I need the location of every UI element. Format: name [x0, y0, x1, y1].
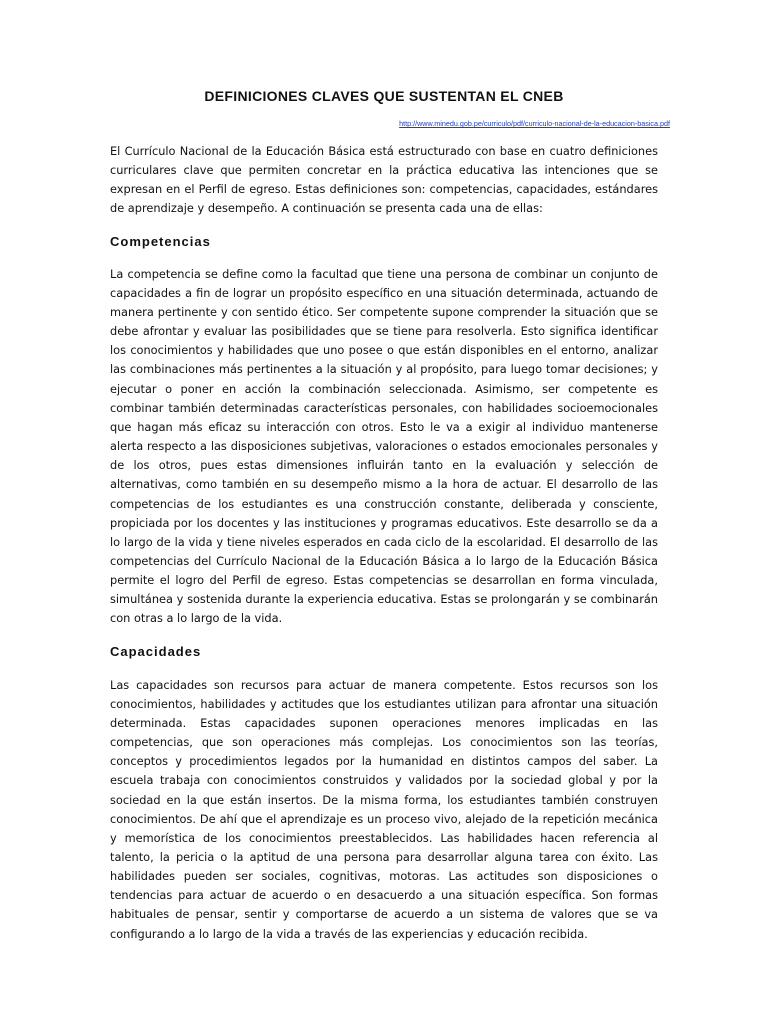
competencias-paragraph: La competencia se define como la facultad que tiene una persona de combinar un conjunto de capacidades a fin de lograr un propósito específico en una situación determinada, actuando de manera pertinente y con sentido ético. Ser competente supone comprender la situación que se debe afrontar y evaluar las posibilidades que se tiene para resolverla. Esto significa identificar los conocimientos y habilidades que uno posee o que están disponibles en el entorno, analizar las combinaciones más pertinentes a la situación y al propósito, para luego tomar decisiones; y ejecutar o poner en acción la combinación seleccionada. Asimismo, ser competente es combinar también determinadas características personales, con habilidades socioemocionales que hagan más eficaz su interacción con otros. Esto le va a exigir al individuo mantenerse alerta respecto a las disposiciones subjetivas, valoraciones o estados emocionales personales y de los otros, pues estas dimensiones influirán tanto en la evaluación y selección de alternativas, como también en su desempeño mismo a la hora de actuar. El desarrollo de las competencias de los estudiantes es una construcción constante, deliberada y consciente, propiciada por los docentes y las instituciones y programas educativos. Este desarrollo se da a lo largo de la vida y tiene niveles esperados en cada ciclo de la escolaridad. El desarrollo de las competencias del Currículo Nacional de la Educación Básica a lo largo de la Educación Básica permite el logro del Perfil de egreso. Estas competencias se desarrollan en forma vinculada, simultánea y sostenida durante la experiencia educativa. Estas se prolongarán y se combinarán con otras a lo largo de la vida. — [110, 266, 658, 626]
section-heading-capacidades: Capacidades — [110, 643, 202, 659]
section-heading-competencias: Competencias — [110, 233, 211, 249]
capacidades-paragraph: Las capacidades son recursos para actuar de manera competente. Estos recursos son los conocimientos, habilidades y actitudes que los estudiantes utilizan para afrontar una situación determinada. Estas capacidades suponen operaciones menores implicadas en las competencias, que son operaciones más complejas. Los conocimientos son las teorías, conceptos y procedimientos legados por la humanidad en distintos campos del saber. La escuela trabaja con conocimientos construidos y validados por la sociedad global y por la sociedad en la que están insertos. De la misma forma, los estudiantes también construyen conocimientos. De ahí que el aprendizaje es un proceso vivo, alejado de la repetición mecánica y memorística de los conocimientos preestablecidos. Las habilidades hacen referencia al talento, la pericia o la aptitud de una persona para desarrollar alguna tarea con éxito. Las habilidades pueden ser sociales, cognitivas, motoras. Las actitudes son disposiciones o tendencias para actuar de acuerdo o en desacuerdo a una situación específica. Son formas habituales de pensar, sentir y comportarse de acuerdo a un sistema de valores que se va configurando a lo largo de la vida a través de las experiencias y educación recibida. — [110, 677, 658, 941]
source-link[interactable]: http://www.minedu.gob.pe/curriculo/pdf/curriculo-nacional-de-la-educacion-basica.pdf — [399, 119, 670, 128]
document-title: DEFINICIONES CLAVES QUE SUSTENTAN EL CNEB — [204, 88, 564, 104]
intro-paragraph: El Currículo Nacional de la Educación Básica está estructurado con base en cuatro definiciones curriculares clave que permiten concretar en la práctica educativa las intenciones que se expresan en el Perfil de egreso. Estas definiciones son: competencias, capacidades, estándares de aprendizaje y desempeño. A continuación se presenta cada una de ellas: — [110, 144, 658, 216]
